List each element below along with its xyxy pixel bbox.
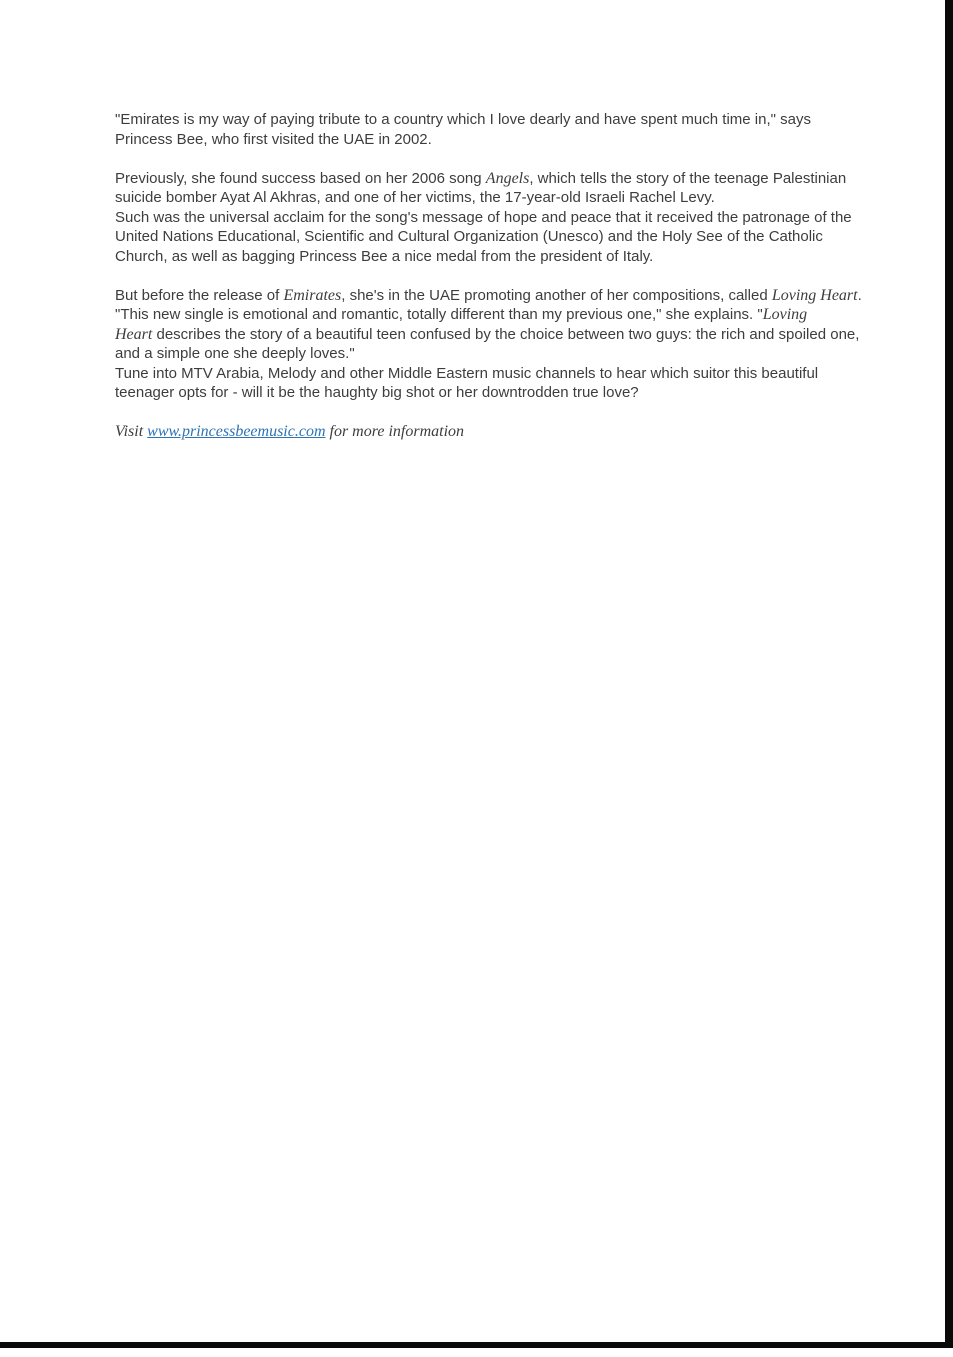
- text-run: Tune into MTV Arabia, Melody and other Middle Eastern music channels to hear which suitor this beautiful: [115, 364, 819, 382]
- text-run: Angels: [485, 169, 530, 187]
- document-body: [115, 110, 862, 461]
- text-line: [115, 364, 835, 384]
- text-run: Such was the universal acclaim for the song's message of hope and peace that it received the patronage of the: [115, 208, 852, 226]
- text-run: suicide bomber Ayat Al Akhras, and one of her victims, the 17-year-old Israeli Rachel Levy.: [115, 189, 715, 206]
- text-line: [115, 169, 847, 189]
- paragraph: [115, 422, 835, 442]
- text-run: , she's in the UAE promoting another of her compositions, called: [341, 286, 772, 304]
- text-line: [115, 110, 835, 130]
- text-line: [115, 344, 835, 364]
- page-shadow-bottom: [0, 1342, 953, 1348]
- text-line: [115, 227, 835, 247]
- paragraph: [115, 169, 852, 267]
- text-line: [115, 305, 835, 325]
- text-run: Previously, she found success based on her 2006 song: [115, 169, 486, 187]
- paragraph: [115, 110, 835, 149]
- text-run: "This new single is emotional and romantic, totally different than my previous one," she explains. ": [115, 306, 763, 323]
- text-line: [115, 383, 835, 403]
- text-run: Visit: [115, 423, 148, 440]
- text-run: teenager opts for - will it be the haughty big shot or her downtrodden true love?: [115, 384, 639, 401]
- text-line: [115, 247, 835, 267]
- text-run: .: [857, 286, 862, 304]
- text-run: for more information: [325, 423, 465, 440]
- text-run: , which tells the story of the teenage Palestinian: [529, 169, 847, 187]
- text-run: and a simple one she deeply loves.": [115, 345, 355, 362]
- princessbeemusic-link[interactable]: www.princessbeemusic.com: [147, 423, 326, 440]
- text-line: [115, 188, 835, 208]
- text-line: [115, 286, 862, 306]
- text-run: Church, as well as bagging Princess Bee a nice medal from the president of Italy.: [115, 247, 654, 265]
- text-run: Loving Heart: [771, 286, 858, 304]
- text-run: "Emirates is my way of paying tribute to a country which I love dearly and have spent much time in," says: [115, 111, 811, 128]
- text-run: Princess Bee, who first visited the UAE in 2002.: [115, 130, 432, 148]
- text-line: [115, 208, 852, 228]
- text-run: But before the release of: [115, 286, 284, 304]
- page-shadow-right: [945, 0, 953, 1348]
- text-run: United Nations Educational, Scientific and Cultural Organization (Unesco) and the Holy See of the Catholic: [115, 228, 823, 245]
- text-line: [115, 130, 835, 150]
- text-run: Heart: [115, 325, 153, 343]
- text-line: [115, 325, 860, 345]
- text-run: Loving: [762, 306, 808, 323]
- paragraph: [115, 286, 862, 403]
- text-run: describes the story of a beautiful teen confused by the choice between two guys: the rich and spoiled one,: [152, 325, 860, 343]
- text-line: [115, 422, 835, 442]
- text-run: Emirates: [283, 286, 342, 304]
